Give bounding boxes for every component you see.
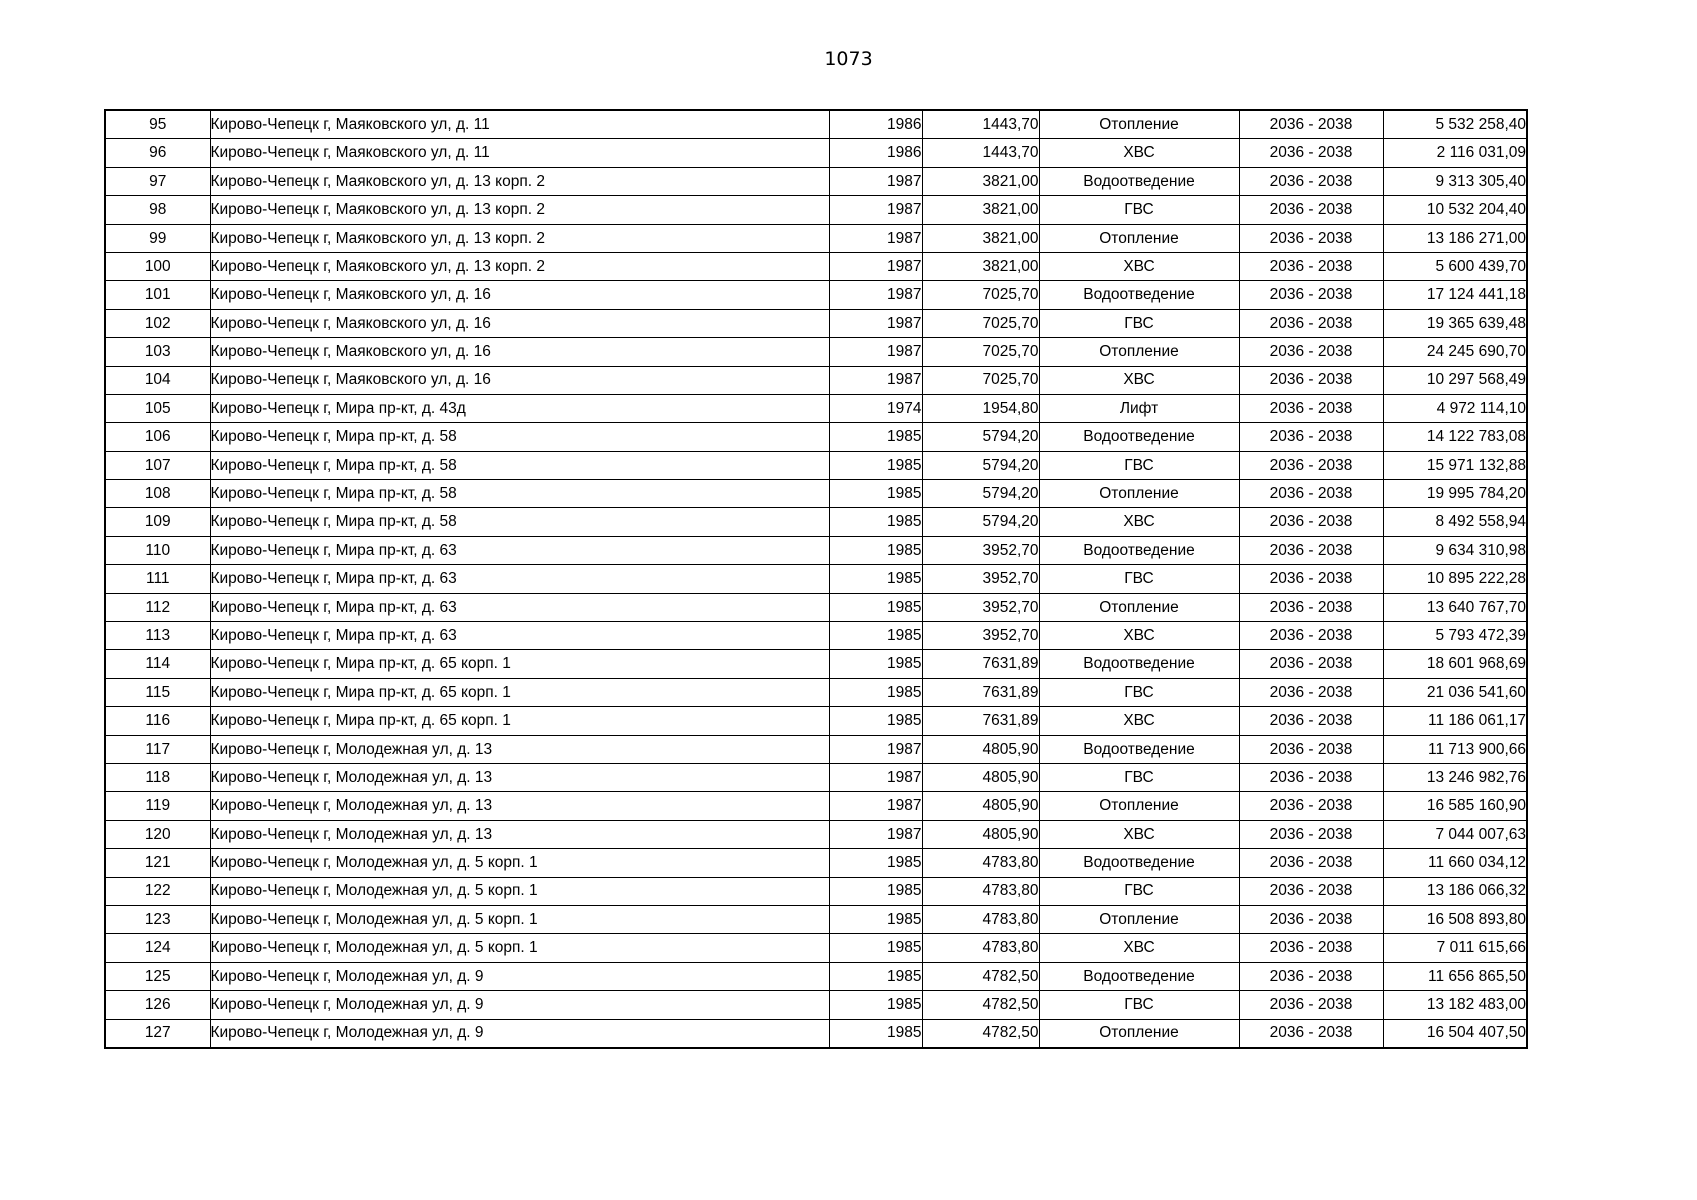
area-cell: 4783,80 <box>922 905 1039 933</box>
address-cell: Кирово-Чепецк г, Мира пр-кт, д. 58 <box>210 423 829 451</box>
year-built-cell: 1987 <box>829 252 922 280</box>
address-cell: Кирово-Чепецк г, Мира пр-кт, д. 58 <box>210 451 829 479</box>
work-type-cell: Водоотведение <box>1039 281 1239 309</box>
period-cell: 2036 - 2038 <box>1239 508 1383 536</box>
work-type-cell: Водоотведение <box>1039 536 1239 564</box>
address-cell: Кирово-Чепецк г, Молодежная ул, д. 13 <box>210 735 829 763</box>
work-type-cell: ГВС <box>1039 678 1239 706</box>
row-number-cell: 104 <box>105 366 210 394</box>
period-cell: 2036 - 2038 <box>1239 366 1383 394</box>
work-type-cell: Водоотведение <box>1039 650 1239 678</box>
work-type-cell: Отопление <box>1039 593 1239 621</box>
row-number-cell: 117 <box>105 735 210 763</box>
period-cell: 2036 - 2038 <box>1239 905 1383 933</box>
address-cell: Кирово-Чепецк г, Мира пр-кт, д. 65 корп. 1 <box>210 707 829 735</box>
area-cell: 7631,89 <box>922 650 1039 678</box>
year-built-cell: 1985 <box>829 962 922 990</box>
area-cell: 7025,70 <box>922 281 1039 309</box>
table-row <box>105 366 1527 394</box>
table-row <box>105 451 1527 479</box>
work-type-cell: Отопление <box>1039 905 1239 933</box>
period-cell: 2036 - 2038 <box>1239 735 1383 763</box>
row-number-cell: 127 <box>105 1019 210 1048</box>
period-cell: 2036 - 2038 <box>1239 849 1383 877</box>
table-row <box>105 480 1527 508</box>
row-number-cell: 119 <box>105 792 210 820</box>
year-built-cell: 1985 <box>829 991 922 1019</box>
work-type-cell: ХВС <box>1039 820 1239 848</box>
row-number-cell: 105 <box>105 394 210 422</box>
row-number-cell: 99 <box>105 224 210 252</box>
work-type-cell: ХВС <box>1039 508 1239 536</box>
year-built-cell: 1987 <box>829 366 922 394</box>
area-cell: 4782,50 <box>922 1019 1039 1048</box>
area-cell: 1443,70 <box>922 139 1039 167</box>
work-type-cell: ХВС <box>1039 934 1239 962</box>
area-cell: 1443,70 <box>922 110 1039 139</box>
row-number-cell: 109 <box>105 508 210 536</box>
area-cell: 4783,80 <box>922 877 1039 905</box>
cost-cell: 5 600 439,70 <box>1383 252 1527 280</box>
year-built-cell: 1985 <box>829 536 922 564</box>
work-type-cell: ГВС <box>1039 877 1239 905</box>
area-cell: 3821,00 <box>922 224 1039 252</box>
year-built-cell: 1985 <box>829 451 922 479</box>
cost-cell: 19 365 639,48 <box>1383 309 1527 337</box>
area-cell: 4782,50 <box>922 991 1039 1019</box>
table-row <box>105 1019 1527 1048</box>
area-cell: 1954,80 <box>922 394 1039 422</box>
period-cell: 2036 - 2038 <box>1239 650 1383 678</box>
period-cell: 2036 - 2038 <box>1239 678 1383 706</box>
address-cell: Кирово-Чепецк г, Маяковского ул, д. 16 <box>210 309 829 337</box>
table-row <box>105 309 1527 337</box>
work-type-cell: ГВС <box>1039 991 1239 1019</box>
table-row <box>105 905 1527 933</box>
page-number: 1073 <box>824 48 873 70</box>
address-cell: Кирово-Чепецк г, Мира пр-кт, д. 63 <box>210 593 829 621</box>
work-type-cell: Водоотведение <box>1039 423 1239 451</box>
period-cell: 2036 - 2038 <box>1239 820 1383 848</box>
period-cell: 2036 - 2038 <box>1239 962 1383 990</box>
work-type-cell: ХВС <box>1039 366 1239 394</box>
year-built-cell: 1985 <box>829 1019 922 1048</box>
address-cell: Кирово-Чепецк г, Молодежная ул, д. 13 <box>210 763 829 791</box>
work-type-cell: ГВС <box>1039 309 1239 337</box>
area-cell: 7025,70 <box>922 366 1039 394</box>
area-cell: 7025,70 <box>922 309 1039 337</box>
year-built-cell: 1986 <box>829 139 922 167</box>
period-cell: 2036 - 2038 <box>1239 423 1383 451</box>
address-cell: Кирово-Чепецк г, Молодежная ул, д. 5 корп. 1 <box>210 849 829 877</box>
repair-schedule-table <box>104 109 1528 1049</box>
area-cell: 3821,00 <box>922 167 1039 195</box>
table-row <box>105 224 1527 252</box>
work-type-cell: Отопление <box>1039 792 1239 820</box>
year-built-cell: 1987 <box>829 338 922 366</box>
cost-cell: 5 793 472,39 <box>1383 622 1527 650</box>
period-cell: 2036 - 2038 <box>1239 309 1383 337</box>
cost-cell: 21 036 541,60 <box>1383 678 1527 706</box>
area-cell: 4805,90 <box>922 735 1039 763</box>
year-built-cell: 1985 <box>829 508 922 536</box>
work-type-cell: ГВС <box>1039 565 1239 593</box>
year-built-cell: 1985 <box>829 650 922 678</box>
table-row <box>105 252 1527 280</box>
period-cell: 2036 - 2038 <box>1239 338 1383 366</box>
year-built-cell: 1987 <box>829 224 922 252</box>
area-cell: 5794,20 <box>922 451 1039 479</box>
address-cell: Кирово-Чепецк г, Маяковского ул, д. 13 корп. 2 <box>210 252 829 280</box>
year-built-cell: 1985 <box>829 934 922 962</box>
address-cell: Кирово-Чепецк г, Маяковского ул, д. 16 <box>210 338 829 366</box>
row-number-cell: 101 <box>105 281 210 309</box>
table-row <box>105 877 1527 905</box>
work-type-cell: Лифт <box>1039 394 1239 422</box>
period-cell: 2036 - 2038 <box>1239 792 1383 820</box>
address-cell: Кирово-Чепецк г, Мира пр-кт, д. 63 <box>210 565 829 593</box>
cost-cell: 16 585 160,90 <box>1383 792 1527 820</box>
table-row <box>105 650 1527 678</box>
year-built-cell: 1985 <box>829 565 922 593</box>
cost-cell: 13 182 483,00 <box>1383 991 1527 1019</box>
work-type-cell: Водоотведение <box>1039 167 1239 195</box>
row-number-cell: 113 <box>105 622 210 650</box>
row-number-cell: 115 <box>105 678 210 706</box>
address-cell: Кирово-Чепецк г, Мира пр-кт, д. 65 корп. 1 <box>210 678 829 706</box>
address-cell: Кирово-Чепецк г, Молодежная ул, д. 5 корп. 1 <box>210 934 829 962</box>
row-number-cell: 121 <box>105 849 210 877</box>
cost-cell: 24 245 690,70 <box>1383 338 1527 366</box>
year-built-cell: 1974 <box>829 394 922 422</box>
address-cell: Кирово-Чепецк г, Мира пр-кт, д. 65 корп. 1 <box>210 650 829 678</box>
period-cell: 2036 - 2038 <box>1239 565 1383 593</box>
row-number-cell: 112 <box>105 593 210 621</box>
cost-cell: 16 508 893,80 <box>1383 905 1527 933</box>
work-type-cell: Отопление <box>1039 480 1239 508</box>
period-cell: 2036 - 2038 <box>1239 252 1383 280</box>
work-type-cell: Отопление <box>1039 110 1239 139</box>
period-cell: 2036 - 2038 <box>1239 877 1383 905</box>
period-cell: 2036 - 2038 <box>1239 934 1383 962</box>
area-cell: 3952,70 <box>922 593 1039 621</box>
table-row <box>105 167 1527 195</box>
cost-cell: 13 246 982,76 <box>1383 763 1527 791</box>
year-built-cell: 1985 <box>829 593 922 621</box>
work-type-cell: Отопление <box>1039 224 1239 252</box>
period-cell: 2036 - 2038 <box>1239 593 1383 621</box>
year-built-cell: 1985 <box>829 622 922 650</box>
table-row <box>105 934 1527 962</box>
area-cell: 4805,90 <box>922 763 1039 791</box>
row-number-cell: 125 <box>105 962 210 990</box>
work-type-cell: ГВС <box>1039 763 1239 791</box>
address-cell: Кирово-Чепецк г, Молодежная ул, д. 9 <box>210 962 829 990</box>
area-cell: 4805,90 <box>922 792 1039 820</box>
address-cell: Кирово-Чепецк г, Маяковского ул, д. 13 корп. 2 <box>210 196 829 224</box>
table-row <box>105 763 1527 791</box>
row-number-cell: 122 <box>105 877 210 905</box>
year-built-cell: 1985 <box>829 905 922 933</box>
work-type-cell: Отопление <box>1039 1019 1239 1048</box>
area-cell: 3952,70 <box>922 536 1039 564</box>
address-cell: Кирово-Чепецк г, Мира пр-кт, д. 58 <box>210 508 829 536</box>
cost-cell: 16 504 407,50 <box>1383 1019 1527 1048</box>
address-cell: Кирово-Чепецк г, Молодежная ул, д. 13 <box>210 792 829 820</box>
period-cell: 2036 - 2038 <box>1239 480 1383 508</box>
work-type-cell: Водоотведение <box>1039 849 1239 877</box>
period-cell: 2036 - 2038 <box>1239 196 1383 224</box>
row-number-cell: 114 <box>105 650 210 678</box>
table-row <box>105 849 1527 877</box>
address-cell: Кирово-Чепецк г, Маяковского ул, д. 13 корп. 2 <box>210 167 829 195</box>
work-type-cell: ХВС <box>1039 139 1239 167</box>
period-cell: 2036 - 2038 <box>1239 622 1383 650</box>
work-type-cell: ХВС <box>1039 707 1239 735</box>
address-cell: Кирово-Чепецк г, Маяковского ул, д. 11 <box>210 110 829 139</box>
year-built-cell: 1985 <box>829 423 922 451</box>
row-number-cell: 102 <box>105 309 210 337</box>
table-row <box>105 593 1527 621</box>
row-number-cell: 107 <box>105 451 210 479</box>
row-number-cell: 123 <box>105 905 210 933</box>
period-cell: 2036 - 2038 <box>1239 110 1383 139</box>
period-cell: 2036 - 2038 <box>1239 139 1383 167</box>
address-cell: Кирово-Чепецк г, Мира пр-кт, д. 43д <box>210 394 829 422</box>
area-cell: 7631,89 <box>922 707 1039 735</box>
address-cell: Кирово-Чепецк г, Маяковского ул, д. 16 <box>210 281 829 309</box>
period-cell: 2036 - 2038 <box>1239 394 1383 422</box>
table-row <box>105 281 1527 309</box>
row-number-cell: 95 <box>105 110 210 139</box>
address-cell: Кирово-Чепецк г, Молодежная ул, д. 9 <box>210 991 829 1019</box>
year-built-cell: 1985 <box>829 678 922 706</box>
year-built-cell: 1987 <box>829 167 922 195</box>
period-cell: 2036 - 2038 <box>1239 167 1383 195</box>
period-cell: 2036 - 2038 <box>1239 1019 1383 1048</box>
period-cell: 2036 - 2038 <box>1239 536 1383 564</box>
table-row <box>105 962 1527 990</box>
year-built-cell: 1985 <box>829 849 922 877</box>
cost-cell: 7 011 615,66 <box>1383 934 1527 962</box>
address-cell: Кирово-Чепецк г, Мира пр-кт, д. 63 <box>210 536 829 564</box>
table-row <box>105 792 1527 820</box>
year-built-cell: 1987 <box>829 792 922 820</box>
area-cell: 4783,80 <box>922 934 1039 962</box>
row-number-cell: 116 <box>105 707 210 735</box>
row-number-cell: 120 <box>105 820 210 848</box>
table-row <box>105 139 1527 167</box>
cost-cell: 18 601 968,69 <box>1383 650 1527 678</box>
table-row <box>105 508 1527 536</box>
row-number-cell: 96 <box>105 139 210 167</box>
work-type-cell: ХВС <box>1039 622 1239 650</box>
cost-cell: 14 122 783,08 <box>1383 423 1527 451</box>
year-built-cell: 1987 <box>829 196 922 224</box>
table-body <box>105 110 1527 1048</box>
area-cell: 3821,00 <box>922 252 1039 280</box>
year-built-cell: 1985 <box>829 707 922 735</box>
area-cell: 5794,20 <box>922 508 1039 536</box>
cost-cell: 10 297 568,49 <box>1383 366 1527 394</box>
period-cell: 2036 - 2038 <box>1239 707 1383 735</box>
address-cell: Кирово-Чепецк г, Маяковского ул, д. 11 <box>210 139 829 167</box>
cost-cell: 19 995 784,20 <box>1383 480 1527 508</box>
cost-cell: 13 186 066,32 <box>1383 877 1527 905</box>
cost-cell: 9 634 310,98 <box>1383 536 1527 564</box>
address-cell: Кирово-Чепецк г, Молодежная ул, д. 13 <box>210 820 829 848</box>
row-number-cell: 97 <box>105 167 210 195</box>
table-row <box>105 678 1527 706</box>
table-row <box>105 394 1527 422</box>
table-row <box>105 338 1527 366</box>
address-cell: Кирово-Чепецк г, Маяковского ул, д. 16 <box>210 366 829 394</box>
cost-cell: 9 313 305,40 <box>1383 167 1527 195</box>
period-cell: 2036 - 2038 <box>1239 224 1383 252</box>
row-number-cell: 100 <box>105 252 210 280</box>
row-number-cell: 103 <box>105 338 210 366</box>
row-number-cell: 126 <box>105 991 210 1019</box>
table-row <box>105 991 1527 1019</box>
table-row <box>105 565 1527 593</box>
period-cell: 2036 - 2038 <box>1239 991 1383 1019</box>
cost-cell: 15 971 132,88 <box>1383 451 1527 479</box>
cost-cell: 13 186 271,00 <box>1383 224 1527 252</box>
year-built-cell: 1987 <box>829 281 922 309</box>
year-built-cell: 1987 <box>829 820 922 848</box>
work-type-cell: ГВС <box>1039 196 1239 224</box>
table-row <box>105 622 1527 650</box>
table-row <box>105 820 1527 848</box>
row-number-cell: 118 <box>105 763 210 791</box>
area-cell: 5794,20 <box>922 423 1039 451</box>
address-cell: Кирово-Чепецк г, Молодежная ул, д. 5 корп. 1 <box>210 877 829 905</box>
address-cell: Кирово-Чепецк г, Маяковского ул, д. 13 корп. 2 <box>210 224 829 252</box>
cost-cell: 10 895 222,28 <box>1383 565 1527 593</box>
row-number-cell: 111 <box>105 565 210 593</box>
row-number-cell: 98 <box>105 196 210 224</box>
area-cell: 5794,20 <box>922 480 1039 508</box>
address-cell: Кирово-Чепецк г, Мира пр-кт, д. 58 <box>210 480 829 508</box>
address-cell: Кирово-Чепецк г, Мира пр-кт, д. 63 <box>210 622 829 650</box>
area-cell: 4805,90 <box>922 820 1039 848</box>
year-built-cell: 1985 <box>829 480 922 508</box>
period-cell: 2036 - 2038 <box>1239 451 1383 479</box>
year-built-cell: 1987 <box>829 735 922 763</box>
year-built-cell: 1985 <box>829 877 922 905</box>
row-number-cell: 108 <box>105 480 210 508</box>
period-cell: 2036 - 2038 <box>1239 281 1383 309</box>
table-row <box>105 423 1527 451</box>
area-cell: 4782,50 <box>922 962 1039 990</box>
table-row <box>105 707 1527 735</box>
row-number-cell: 110 <box>105 536 210 564</box>
year-built-cell: 1986 <box>829 110 922 139</box>
cost-cell: 8 492 558,94 <box>1383 508 1527 536</box>
cost-cell: 7 044 007,63 <box>1383 820 1527 848</box>
cost-cell: 4 972 114,10 <box>1383 394 1527 422</box>
area-cell: 7631,89 <box>922 678 1039 706</box>
cost-cell: 13 640 767,70 <box>1383 593 1527 621</box>
year-built-cell: 1987 <box>829 309 922 337</box>
area-cell: 3952,70 <box>922 622 1039 650</box>
year-built-cell: 1987 <box>829 763 922 791</box>
address-cell: Кирово-Чепецк г, Молодежная ул, д. 5 корп. 1 <box>210 905 829 933</box>
area-cell: 3821,00 <box>922 196 1039 224</box>
work-type-cell: Отопление <box>1039 338 1239 366</box>
cost-cell: 5 532 258,40 <box>1383 110 1527 139</box>
cost-cell: 11 713 900,66 <box>1383 735 1527 763</box>
period-cell: 2036 - 2038 <box>1239 763 1383 791</box>
cost-cell: 11 186 061,17 <box>1383 707 1527 735</box>
address-cell: Кирово-Чепецк г, Молодежная ул, д. 9 <box>210 1019 829 1048</box>
cost-cell: 17 124 441,18 <box>1383 281 1527 309</box>
area-cell: 3952,70 <box>922 565 1039 593</box>
cost-cell: 10 532 204,40 <box>1383 196 1527 224</box>
cost-cell: 11 660 034,12 <box>1383 849 1527 877</box>
row-number-cell: 124 <box>105 934 210 962</box>
cost-cell: 11 656 865,50 <box>1383 962 1527 990</box>
table-row <box>105 110 1527 139</box>
area-cell: 4783,80 <box>922 849 1039 877</box>
table-row <box>105 536 1527 564</box>
row-number-cell: 106 <box>105 423 210 451</box>
work-type-cell: Водоотведение <box>1039 962 1239 990</box>
table-row <box>105 735 1527 763</box>
work-type-cell: ХВС <box>1039 252 1239 280</box>
table-row <box>105 196 1527 224</box>
work-type-cell: ГВС <box>1039 451 1239 479</box>
area-cell: 7025,70 <box>922 338 1039 366</box>
work-type-cell: Водоотведение <box>1039 735 1239 763</box>
cost-cell: 2 116 031,09 <box>1383 139 1527 167</box>
